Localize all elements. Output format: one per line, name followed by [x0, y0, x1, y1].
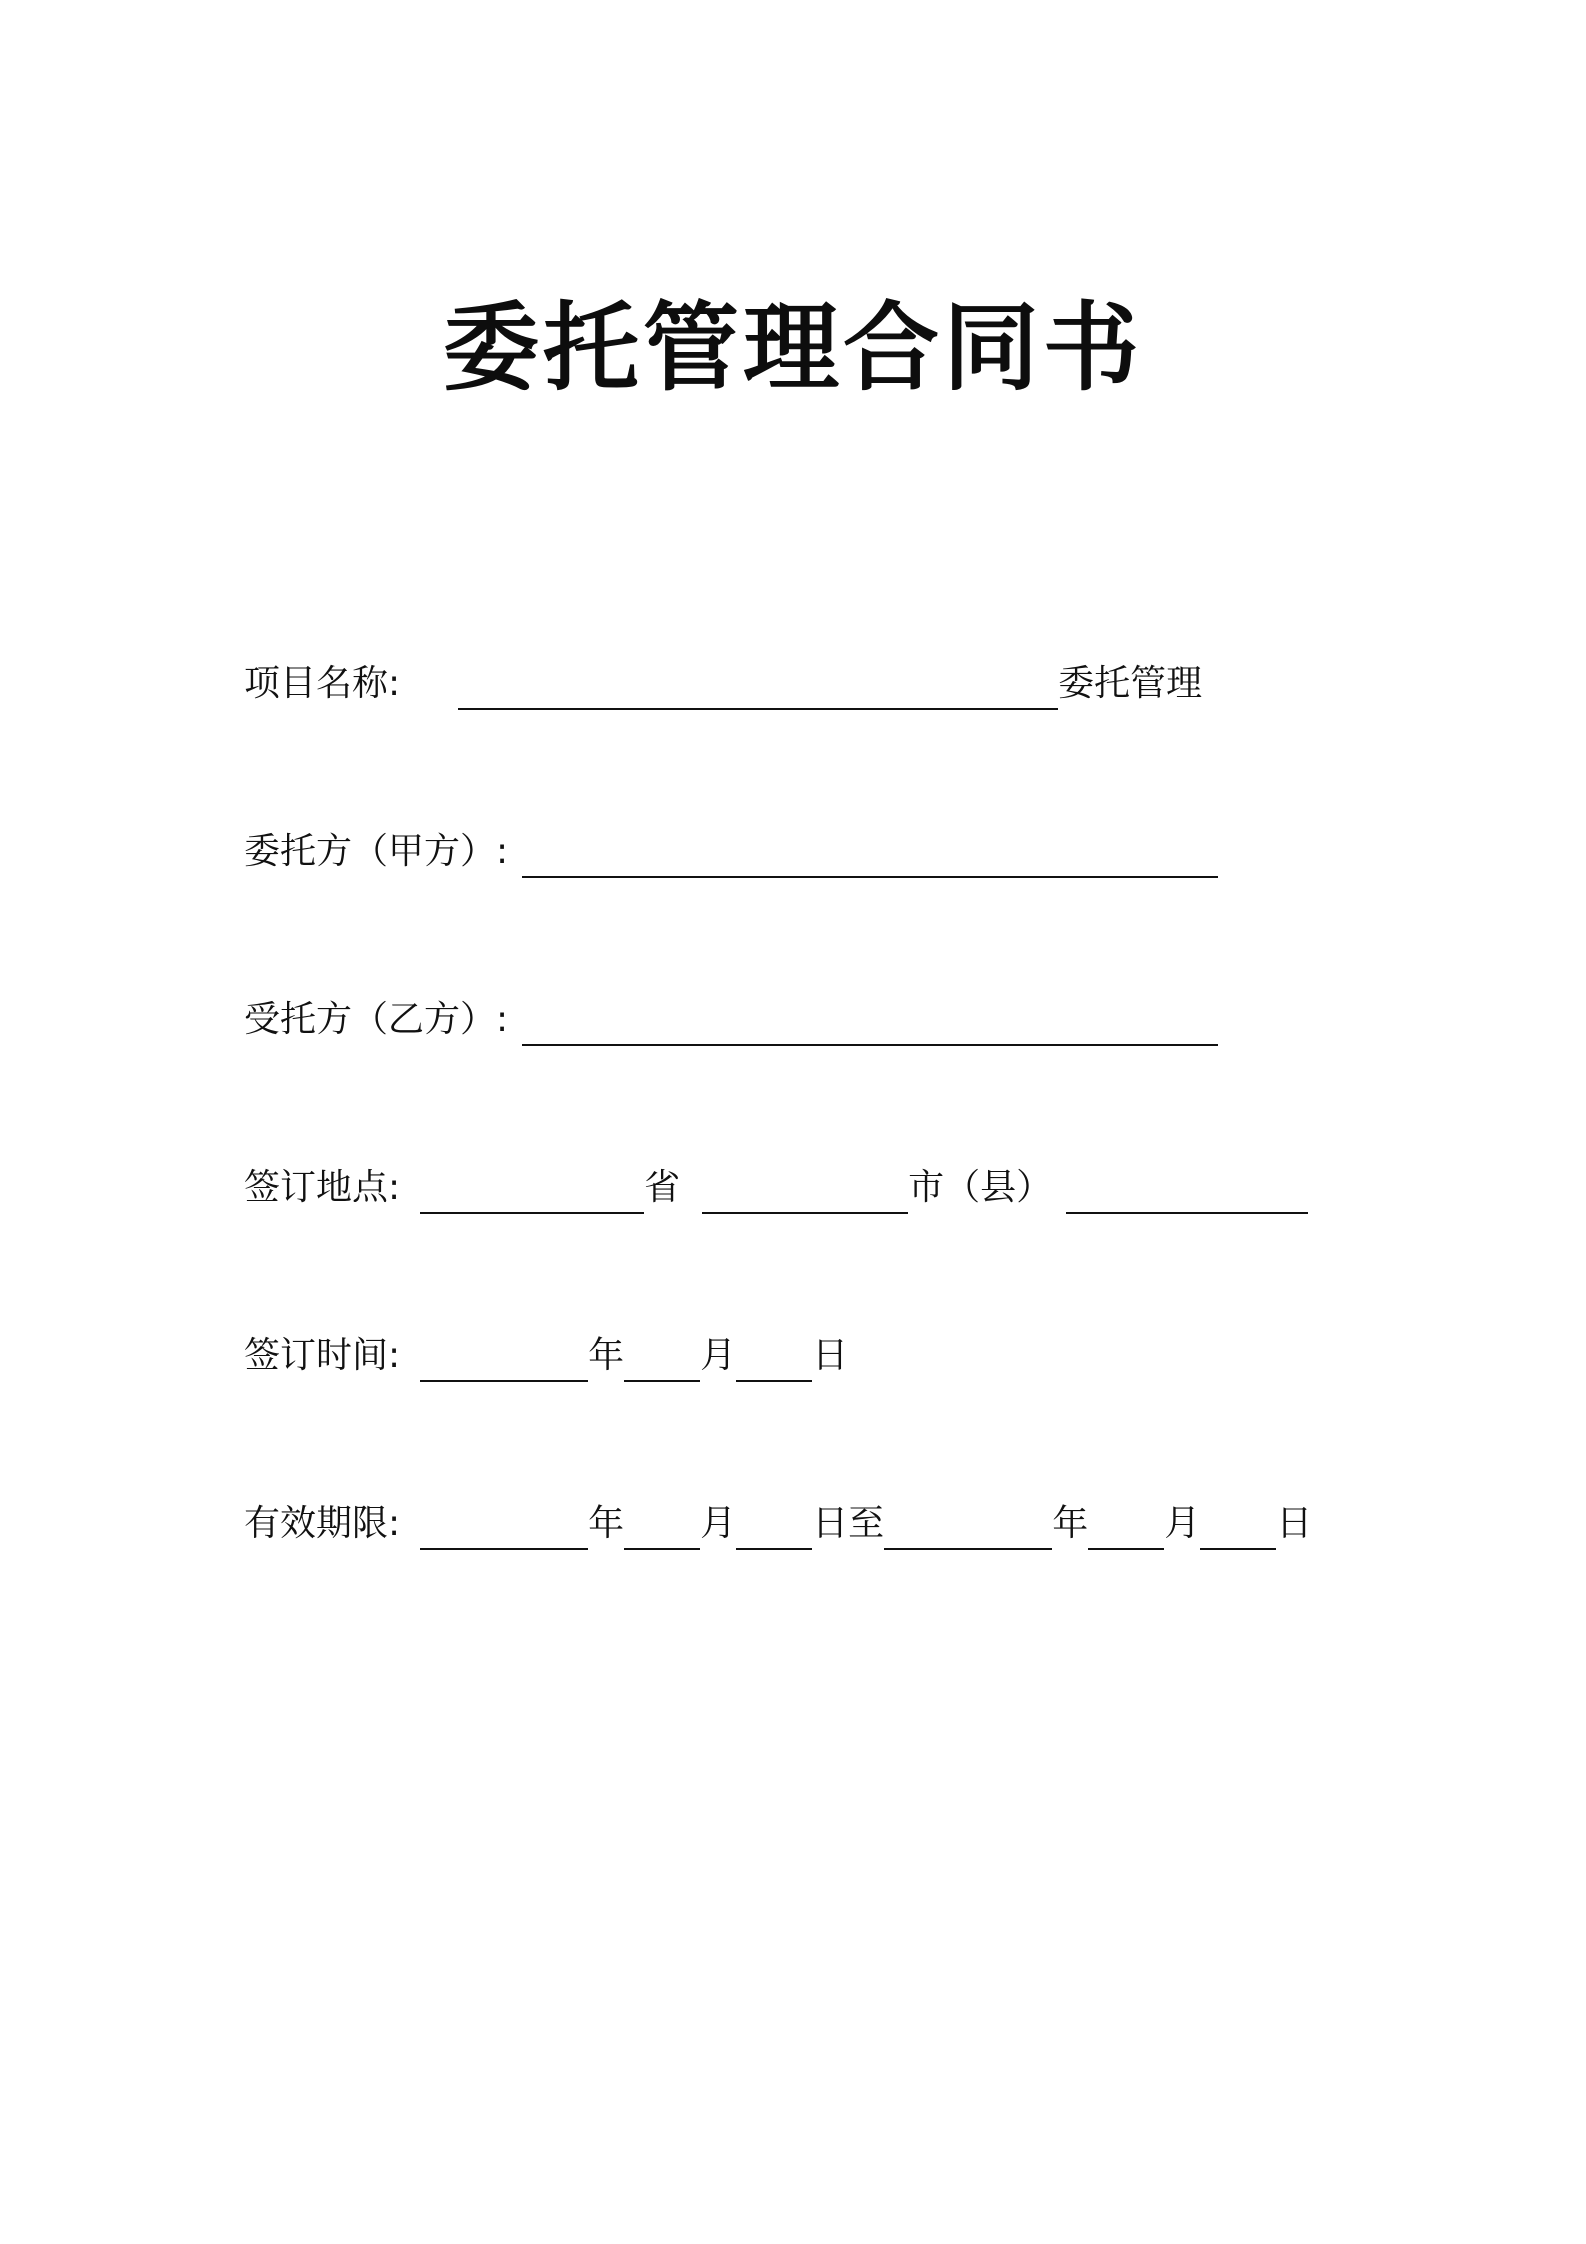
start-year-blank[interactable] [420, 1547, 588, 1550]
project-name-suffix: 委托管理 [1058, 663, 1203, 704]
place-label: 签订地点: [244, 1167, 401, 1208]
end-year-text: 年 [1052, 1503, 1089, 1544]
validity-row [244, 1490, 1312, 1550]
sign-month-text: 月 [700, 1335, 737, 1376]
start-day-blank[interactable] [736, 1547, 812, 1550]
sign-day-blank[interactable] [736, 1379, 812, 1382]
end-month-blank[interactable] [1088, 1547, 1164, 1550]
project-name-row [244, 650, 1202, 710]
place-row [244, 1154, 1308, 1214]
start-year-text: 年 [588, 1503, 625, 1544]
client-label: 委托方（甲方）: [244, 831, 509, 872]
start-day-to-text: 日至 [812, 1503, 885, 1544]
client-blank[interactable] [522, 875, 1218, 878]
start-month-blank[interactable] [624, 1547, 700, 1550]
agent-label: 受托方（乙方）: [244, 999, 509, 1040]
project-name-blank[interactable] [458, 707, 1058, 710]
end-year-blank[interactable] [884, 1547, 1052, 1550]
project-name-label: 项目名称: [244, 663, 401, 704]
document-title: 委托管理合同书 [443, 292, 1143, 404]
start-month-text: 月 [700, 1503, 737, 1544]
client-row [244, 818, 1218, 878]
city-text: 市（县） [908, 1167, 1053, 1208]
sign-date-row [244, 1322, 848, 1382]
end-month-text: 月 [1164, 1503, 1201, 1544]
city-blank[interactable] [702, 1211, 908, 1214]
validity-label: 有效期限: [244, 1503, 401, 1544]
agent-row [244, 986, 1218, 1046]
sign-year-text: 年 [588, 1335, 625, 1376]
sign-year-blank[interactable] [420, 1379, 588, 1382]
sign-day-text: 日 [812, 1335, 849, 1376]
sign-month-blank[interactable] [624, 1379, 700, 1382]
province-text: 省 [644, 1167, 681, 1208]
end-day-text: 日 [1276, 1503, 1313, 1544]
end-day-blank[interactable] [1200, 1547, 1276, 1550]
sign-date-label: 签订时间: [244, 1335, 401, 1376]
agent-blank[interactable] [522, 1043, 1218, 1046]
province-blank[interactable] [420, 1211, 644, 1214]
location-detail-blank[interactable] [1066, 1211, 1308, 1214]
